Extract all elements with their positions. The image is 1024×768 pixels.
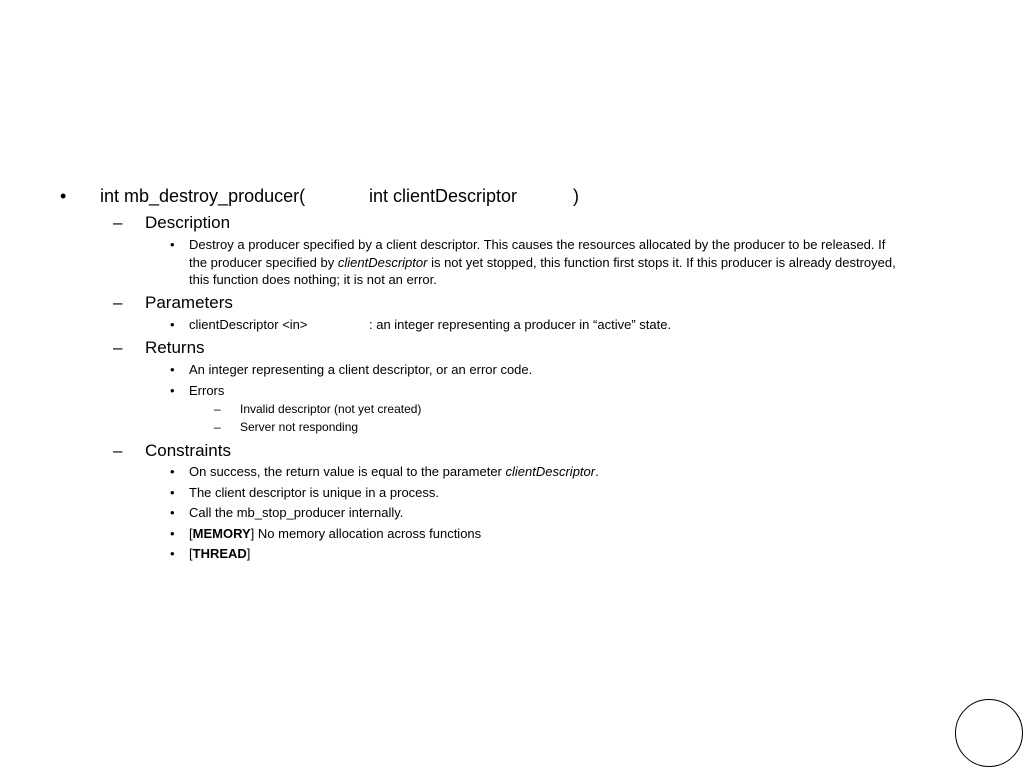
description-line-2-italic: clientDescriptor: [337, 255, 428, 270]
returns-item-2-text: Errors: [189, 383, 225, 398]
bullet: •: [170, 464, 175, 479]
constraint-4-open: [: [189, 526, 193, 541]
bullet: •: [170, 237, 175, 252]
error-item-2-text: Server not responding: [240, 420, 359, 434]
bullet: •: [170, 505, 175, 520]
description-heading: Description: [145, 213, 231, 232]
parameters-heading: Parameters: [145, 293, 233, 312]
bullet: •: [170, 362, 175, 377]
parameter-name: clientDescriptor <in>: [189, 317, 308, 332]
function-close-paren: ): [573, 186, 579, 206]
constraint-1-after: .: [595, 464, 599, 479]
dash: –: [113, 441, 123, 460]
corner-circle: [955, 699, 1023, 767]
constraint-item-3-text: Call the mb_stop_producer internally.: [189, 505, 404, 520]
constraint-4-text: No memory allocation across functions: [254, 526, 482, 541]
bullet: •: [170, 546, 175, 561]
dash: –: [214, 420, 221, 434]
bullet: •: [170, 526, 175, 541]
bullet: •: [170, 485, 175, 500]
constraint-4-close: ]: [250, 526, 255, 541]
returns-item-1-text: An integer representing a client descriptor, or an error code.: [189, 362, 533, 377]
constraint-5-tag: THREAD: [192, 546, 247, 561]
constraint-5-close: ]: [246, 546, 251, 561]
dash: –: [113, 293, 123, 312]
constraint-5-open: [: [189, 546, 193, 561]
function-param: int clientDescriptor: [369, 186, 518, 206]
description-line-3: this function does nothing; it is not an error.: [189, 272, 437, 287]
dash: –: [113, 338, 123, 357]
constraint-item-5-text: [189, 547, 250, 560]
constraints-heading: Constraints: [145, 441, 231, 460]
description-line-2-after: is not yet stopped, this function first stops it. If this producer is already destroyed,: [427, 255, 896, 270]
constraint-item-4-text: [189, 527, 481, 540]
returns-heading: Returns: [145, 338, 205, 357]
constraint-item-1-text: [189, 465, 599, 478]
error-item-1-text: Invalid descriptor (not yet created): [240, 402, 422, 416]
bullet: •: [170, 383, 175, 398]
constraint-1-italic: clientDescriptor: [505, 464, 596, 479]
description-line-1: Destroy a producer specified by a client descriptor. This causes the resources allocated by the producer to be released. If: [189, 237, 886, 252]
constraint-item-2-text: The client descriptor is unique in a process.: [189, 485, 440, 500]
dash: –: [113, 213, 123, 232]
bullet: •: [170, 317, 175, 332]
description-line-2: [189, 256, 896, 269]
description-line-2-before: the producer specified by: [189, 255, 338, 270]
bullet: •: [60, 186, 67, 206]
parameter-description: : an integer representing a producer in “active” state.: [369, 317, 672, 332]
constraint-1-before: On success, the return value is equal to the parameter: [189, 464, 506, 479]
constraint-4-tag: MEMORY: [192, 526, 251, 541]
function-name: int mb_destroy_producer(: [100, 186, 306, 206]
dash: –: [214, 402, 221, 416]
